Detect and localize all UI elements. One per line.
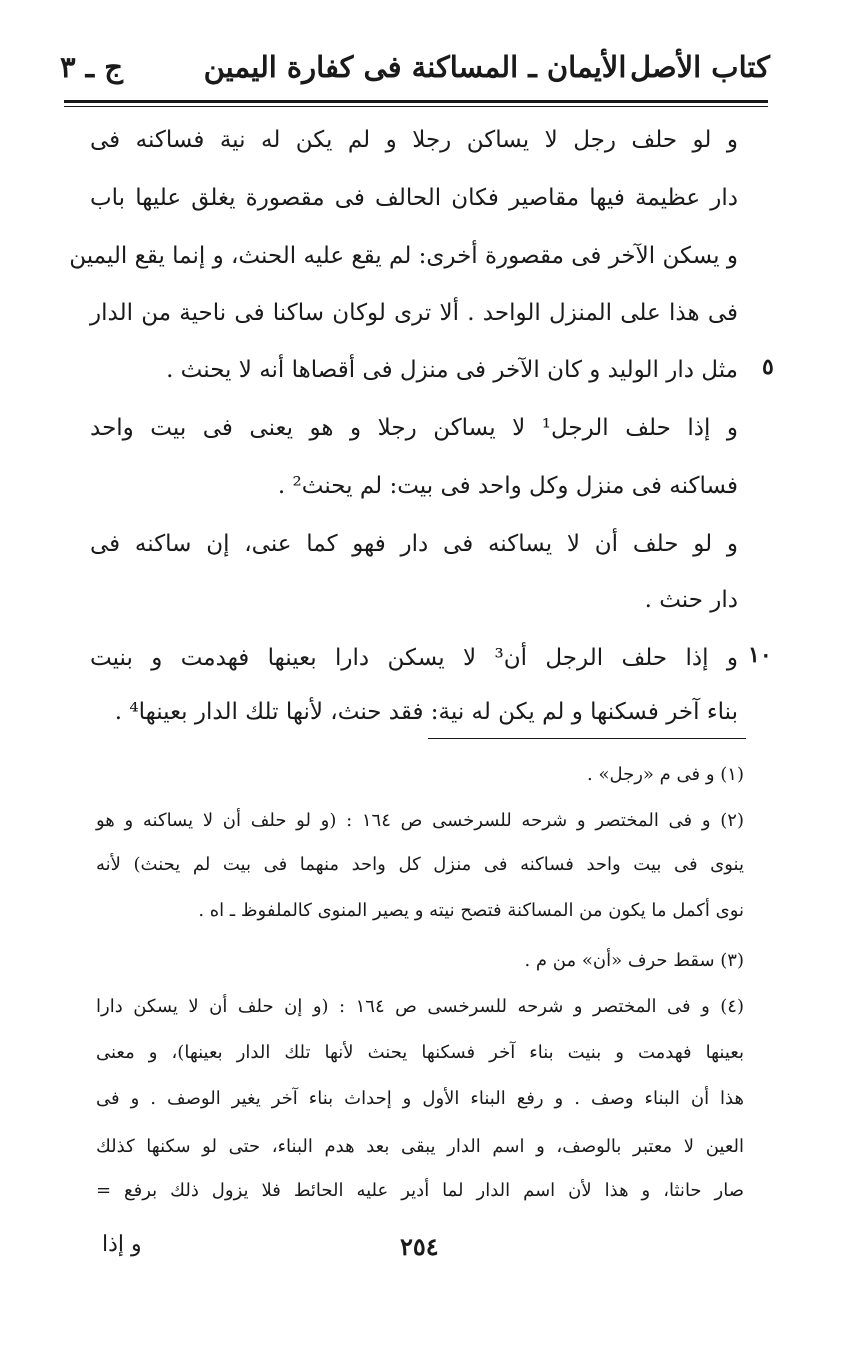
running-header <box>60 50 770 96</box>
footnote-line-8: هذا أن البناء وصف . و رفع البناء الأول و إحداث بناء آخر يغير الوصف . و فى <box>96 1088 744 1109</box>
catchword: و إذا <box>102 1232 142 1257</box>
header-chapter-title: الأيمان ـ المساكنة فى كفارة اليمين <box>203 50 627 84</box>
page-number: ٢٥٤ <box>400 1232 439 1261</box>
body-line-2: دار عظيمة فيها مقاصير فكان الحالف فى مقصورة يغلق عليها باب <box>90 185 738 211</box>
footnote-line-5: (٣) سقط حرف «أن» من م . <box>524 950 744 971</box>
body-line-11: بناء آخر فسكنها و لم يكن له نية: فقد حنث، لأنها تلك الدار بعينها⁴ . <box>114 699 738 725</box>
footnote-line-4: نوى أكمل ما يكون من المساكنة فتصح نيته و يصير المنوى كالملفوظ ـ اه . <box>198 900 744 921</box>
body-line-3: و يسكن الآخر فى مقصورة أخرى: لم يقع عليه الحنث، و إنما يقع اليمين <box>69 243 738 269</box>
body-line-8: و لو حلف أن لا يساكنه فى دار فهو كما عنى، إن ساكنه فى <box>90 531 738 557</box>
footnote-line-10: صار حانثا، و هذا لأن اسم الدار لما أدير عليه الحائط فلا يزول ذلك برفع = <box>96 1180 744 1201</box>
footnote-line-7: بعينها فهدمت و بنيت بناء آخر فسكنها يحنث لأنها تلك الدار بعينها)، و معنى <box>96 1042 744 1063</box>
footnote-line-2: (٢) و فى المختصر و شرحه للسرخسى ص ١٦٤ : (و لو حلف أن لا يساكنه و هو <box>96 810 744 831</box>
footnote-line-9: العين لا معتبر بالوصف، و اسم الدار يبقى بعد هدم البناء، حتى لو سكنها كذلك <box>96 1136 744 1157</box>
footnote-line-6: (٤) و فى المختصر و شرحه للسرخسى ص ١٦٤ : (و إن حلف أن لا يسكن دارا <box>96 996 744 1017</box>
body-line-4: فى هذا على المنزل الواحد . ألا ترى لوكان ساكنا فى ناحية من الدار <box>90 300 738 326</box>
body-line-1: و لو حلف رجل لا يساكن رجلا و لم يكن له نية فساكنه فى <box>90 127 738 153</box>
body-line-10: و إذا حلف الرجل أن³ لا يسكن دارا بعينها فهدمت و بنيت <box>90 645 738 671</box>
header-rule-thin <box>64 106 768 107</box>
header-book-title: كتاب الأصل <box>630 50 770 84</box>
header-rule-thick <box>64 100 768 103</box>
line-number-5: ٥ <box>762 354 774 380</box>
body-line-6: و إذا حلف الرجل¹ لا يساكن رجلا و هو يعنى فى بيت واحد <box>90 415 738 441</box>
header-volume: ج ـ ٣ <box>60 50 123 84</box>
body-line-9: دار حنث . <box>644 587 738 613</box>
body-line-5: مثل دار الوليد و كان الآخر فى منزل فى أقصاها أنه لا يحنث . <box>166 357 738 383</box>
line-number-10: ١٠ <box>748 642 772 668</box>
footnote-line-3: ينوى فى بيت واحد فساكنه فى منزل كل واحد منهما فى بيت لم يحنث) لأنه <box>96 854 744 875</box>
footnote-separator <box>428 738 746 739</box>
body-line-7: فساكنه فى منزل وكل واحد فى بيت: لم يحنث² . <box>277 473 738 499</box>
footnote-line-1: (١) و فى م «رجل» . <box>587 764 744 785</box>
